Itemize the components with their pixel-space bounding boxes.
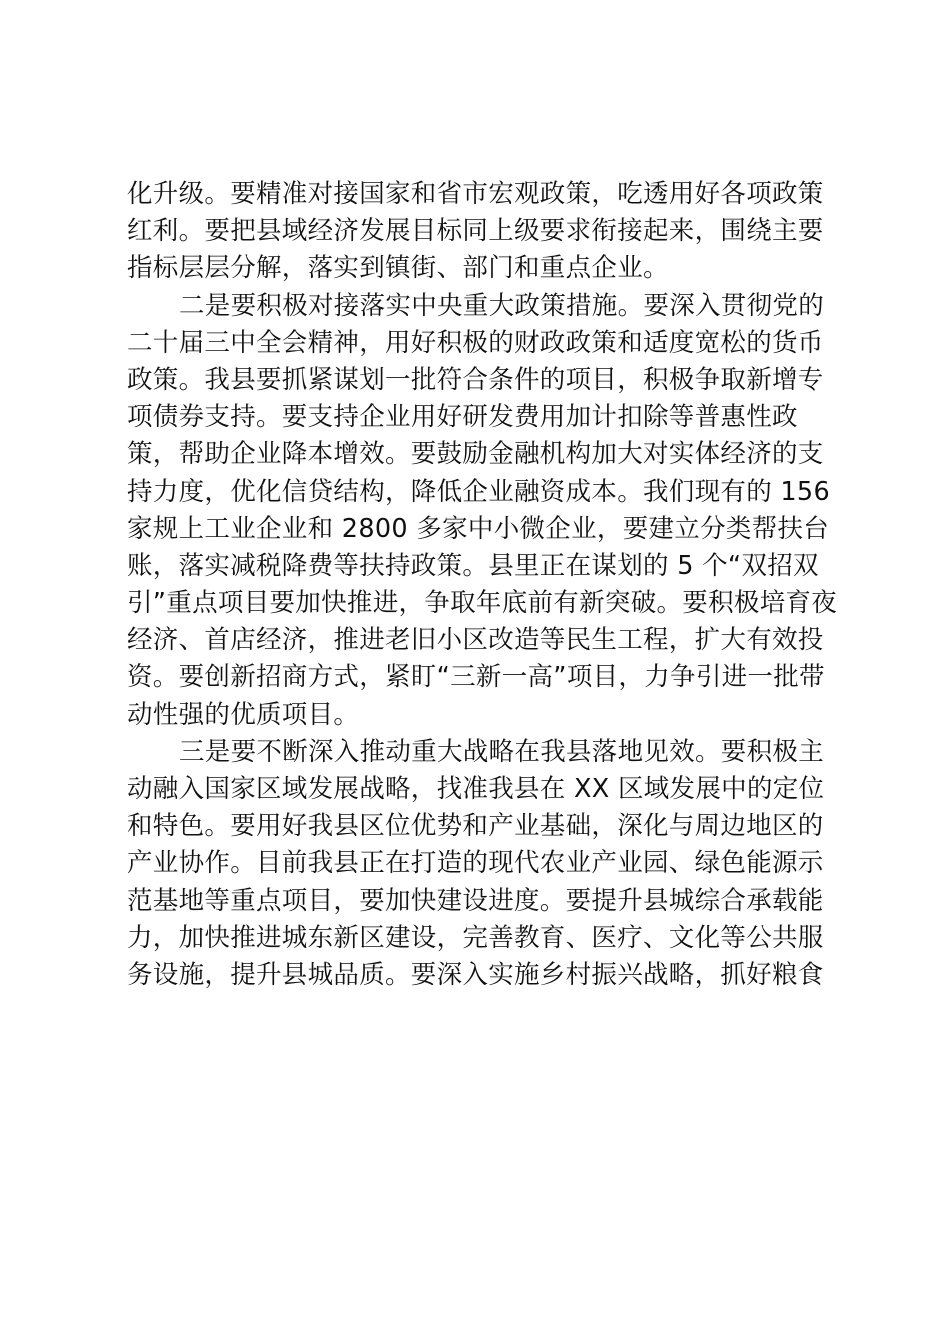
text-line: 红利。要把县域经济发展目标同上级要求衔接起来，围绕主要 [127,216,824,247]
text-line: 经济、首店经济，推进老旧小区改造等民生工程，扩大有效投 [127,625,824,656]
text-line: 指标层层分解，落实到镇街、部门和重点企业。 [127,253,669,284]
text-line: 和特色。要用好我县区位优势和产业基础，深化与周边地区的 [127,811,824,842]
text-line: 项债券支持。要支持企业用好研发费用加计扣除等普惠性政 [127,402,798,433]
text-line: 力，加快推进城东新区建设，完善教育、医疗、文化等公共服 [127,922,824,953]
paragraph-start-line: 二是要积极对接落实中央重大政策措施。要深入贯彻党的 [179,290,825,321]
text-line: 引”重点项目要加快推进，争取年底前有新突破。要积极培育夜 [127,588,838,619]
text-line: 家规上工业企业和 2800 多家中小微企业，要建立分类帮扶台 [127,513,830,544]
text-line: 化升级。要精准对接国家和省市宏观政策，吃透用好各项政策 [127,179,824,209]
text-line: 产业协作。目前我县正在打造的现代农业产业园、绿色能源示 [127,848,824,879]
body-text [127,176,838,994]
text-line: 动性强的优质项目。 [127,699,360,730]
text-line: 动融入国家区域发展战略，找准我县在 XX 区域发展中的定位 [127,774,825,804]
text-line: 务设施，提升县城品质。要深入实施乡村振兴战略，抓好粮食 [127,959,824,990]
text-line: 持力度，优化信贷结构，降低企业融资成本。我们现有的 156 [127,476,830,507]
text-line: 范基地等重点项目，要加快建设进度。要提升县城综合承载能 [127,885,824,916]
text-line: 资。要创新招商方式，紧盯“三新一高”项目，力争引进一批带 [127,662,825,693]
text-line: 政策。我县要抓紧谋划一批符合条件的项目，积极争取新增专 [127,364,824,395]
text-line: 二十届三中全会精神，用好积极的财政政策和适度宽松的货币 [127,327,824,358]
text-line: 策，帮助企业降本增效。要鼓励金融机构加大对实体经济的支 [127,439,824,470]
paragraph-start-line: 三是要不断深入推动重大战略在我县落地见效。要积极主 [179,736,825,767]
text-line: 账，落实减税降费等扶持政策。县里正在谋划的 5 个“双招双 [127,550,819,581]
